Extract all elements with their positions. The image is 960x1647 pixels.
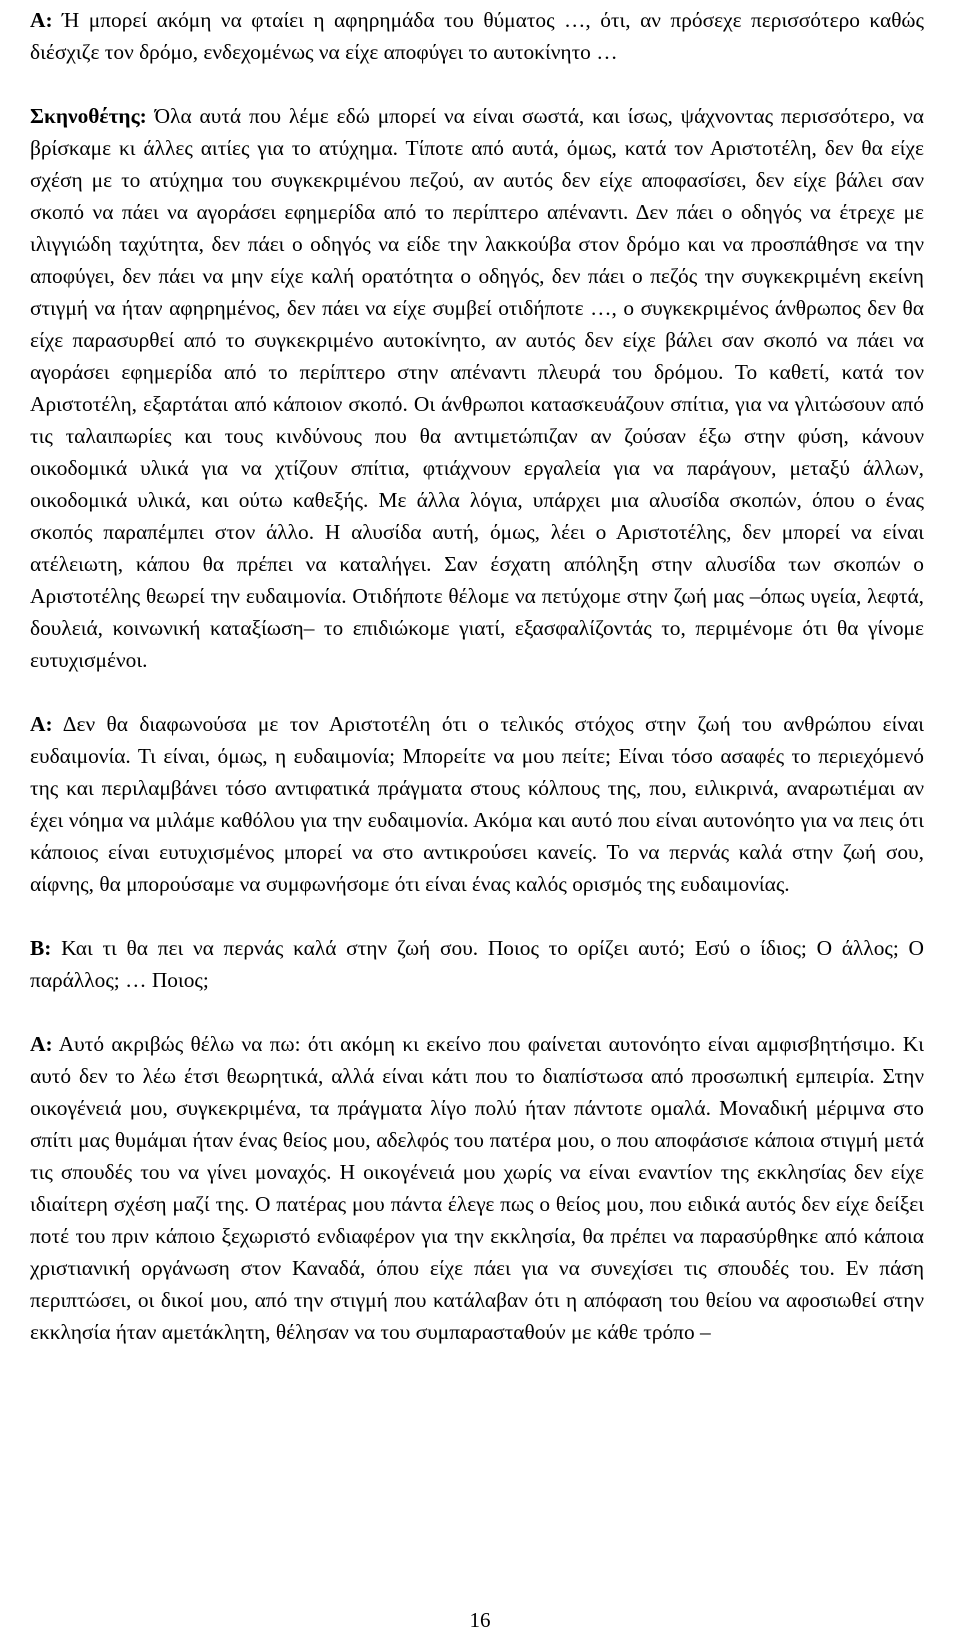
dialogue-paragraph-5 [30,1028,924,1348]
speaker-label: Α: [30,1032,53,1056]
dialogue-paragraph-4 [30,932,924,996]
paragraph-text: Ή μπορεί ακόμη να φταίει η αφηρημάδα του θύματος …, ότι, αν πρόσεχε περισσότερο καθώς διέσχιζε τον δρόμο, ενδεχομένως να είχε αποφύγει το αυτοκίνητο … [30,8,924,64]
paragraph-text: Όλα αυτά που λέμε εδώ μπορεί να είναι σωστά, και ίσως, ψάχνοντας περισσότερο, να βρίσκαμε κι άλλες αιτίες για το ατύχημα. Τίποτε από αυτά, όμως, κατά τον Αριστοτέλη, δεν θα είχε σχέση με το ατύχημα του συγκεκριμένου πεζού, αν αυτός δεν είχε αποφασίσει, δεν είχε βάλει σαν σκοπό να πάει να αγοράσει εφημερίδα από το περίπτερο απέναντι. Δεν πάει ο οδηγός να έτρεχε με ιλιγγιώδη ταχύτητα, δεν πάει ο οδηγός να είδε την λακκούβα στον δρόμο και να προσπάθησε να την αποφύγει, δεν πάει να μην είχε καλή ορατότητα ο οδηγός, δεν πάει ο πεζός την συγκεκριμένη εκείνη στιγμή να ήταν αφηρημένος, δεν πάει να είχε συμβεί οτιδήποτε …, ο συγκεκριμένος άνθρωπος δεν θα είχε παρασυρθεί από το συγκεκριμένο αυτοκίνητο, αν αυτός δεν είχε βάλει σαν σκοπό να πάει να αγοράσει εφημερίδα από το περίπτερο στην απέναντι πλευρά του δρόμου. Το καθετί, κατά τον Αριστοτέλη, εξαρτάται από κάποιον σκοπό. Οι άνθρωποι κατασκευάζουν σπίτια, για να γλιτώσουν από τις ταλαιπωρίες και τους κινδύνους που θα αντιμετώπιζαν αν ζούσαν έξω στην φύση, κάνουν οικοδομικά υλικά για να χτίζουν σπίτια, φτιάχνουν εργαλεία για να παράγουν, μεταξύ άλλων, οικοδομικά υλικά, και ούτω καθεξής. Με άλλα λόγια, υπάρχει μια αλυσίδα σκοπών, όπου ο ένας σκοπός παραπέμπει στον άλλο. Η αλυσίδα αυτή, όμως, λέει ο Αριστοτέλης, δεν μπορεί να είναι ατέλειωτη, κάπου θα πρέπει να καταλήγει. Σαν έσχατη απόληξη στην αλυσίδα των σκοπών ο Αριστοτέλης θεωρεί την ευδαιμονία. Οτιδήποτε θέλομε να πετύχομε στην ζωή μας –όπως υγεία, λεφτά, δουλειά, κοινωνική καταξίωση– το επιδιώκομε γιατί, εξασφαλίζοντάς το, περιμένομε ότι θα γίνομε ευτυχισμένοι. [30,104,924,672]
speaker-label: Α: [30,8,53,32]
dialogue-paragraph-1 [30,4,924,68]
dialogue-paragraph-2 [30,100,924,676]
dialogue-paragraph-3 [30,708,924,900]
speaker-label: Α: [30,712,53,736]
speaker-label: Σκηνοθέτης: [30,104,147,128]
page-number: 16 [469,1608,491,1632]
document-body [30,4,924,1348]
paragraph-text: Δεν θα διαφωνούσα με τον Αριστοτέλη ότι ο τελικός στόχος στην ζωή του ανθρώπου είναι ευδαιμονία. Τι είναι, όμως, η ευδαιμονία; Μπορείτε να μου πείτε; Είναι τόσο ασαφές το περιεχόμενό της και περιλαμβάνει τόσο αντιφατικά πράγματα στους κόλπους της, που, ειλικρινά, αναρωτιέμαι αν έχει νόημα να μιλάμε καθόλου για την ευδαιμονία. Ακόμα και αυτό που είναι αυτονόητο για να πεις ότι κάποιος είναι ευτυχισμένος μπορεί να στο αντικρούσει κανείς. Το να περνάς καλά στην ζωή σου, αίφνης, θα μπορούσαμε να συμφωνήσομε ότι είναι ένας καλός ορισμός της ευδαιμονίας. [30,712,924,896]
paragraph-text: Και τι θα πει να περνάς καλά στην ζωή σου. Ποιος το ορίζει αυτό; Εσύ ο ίδιος; Ο άλλος; Ο παράλλος; … Ποιος; [30,936,924,992]
paragraph-text: Αυτό ακριβώς θέλω να πω: ότι ακόμη κι εκείνο που φαίνεται αυτονόητο είναι αμφισβητήσιμο. Κι αυτό δεν το λέω έτσι θεωρητικά, αλλά είναι κάτι που το διαπίστωσα από προσωπική εμπειρία. Στην οικογένειά μου, συγκεκριμένα, τα πράγματα λίγο πολύ ήταν πάντοτε ομαλά. Μοναδική μέριμνα στο σπίτι μας θυμάμαι ήταν ένας θείος μου, αδελφός του πατέρα μου, ο που αποφάσισε κάποια στιγμή μετά τις σπουδές του να γίνει μοναχός. Η οικογένειά μου χωρίς να είναι εναντίον της εκκλησίας δεν είχε ιδιαίτερη σχέση μαζί της. Ο πατέρας μου πάντα έλεγε πως ο θείος μου, που ειδικά αυτός δεν είχε δείξει ποτέ του πριν κάποιο ξεχωριστό ενδιαφέρον για την εκκλησία, θα πρέπει να παρασύρθηκε από κάποια χριστιανική οργάνωση στον Καναδά, όπου είχε πάει για να συνεχίσει τις σπουδές του. Εν πάση περιπτώσει, οι δικοί μου, από την στιγμή που κατάλαβαν ότι η απόφαση του θείου να αφοσιωθεί στην εκκλησία ήταν αμετάκλητη, θέλησαν να του συμπαρασταθούν με κάθε τρόπο – [30,1032,924,1344]
speaker-label: Β: [30,936,52,960]
